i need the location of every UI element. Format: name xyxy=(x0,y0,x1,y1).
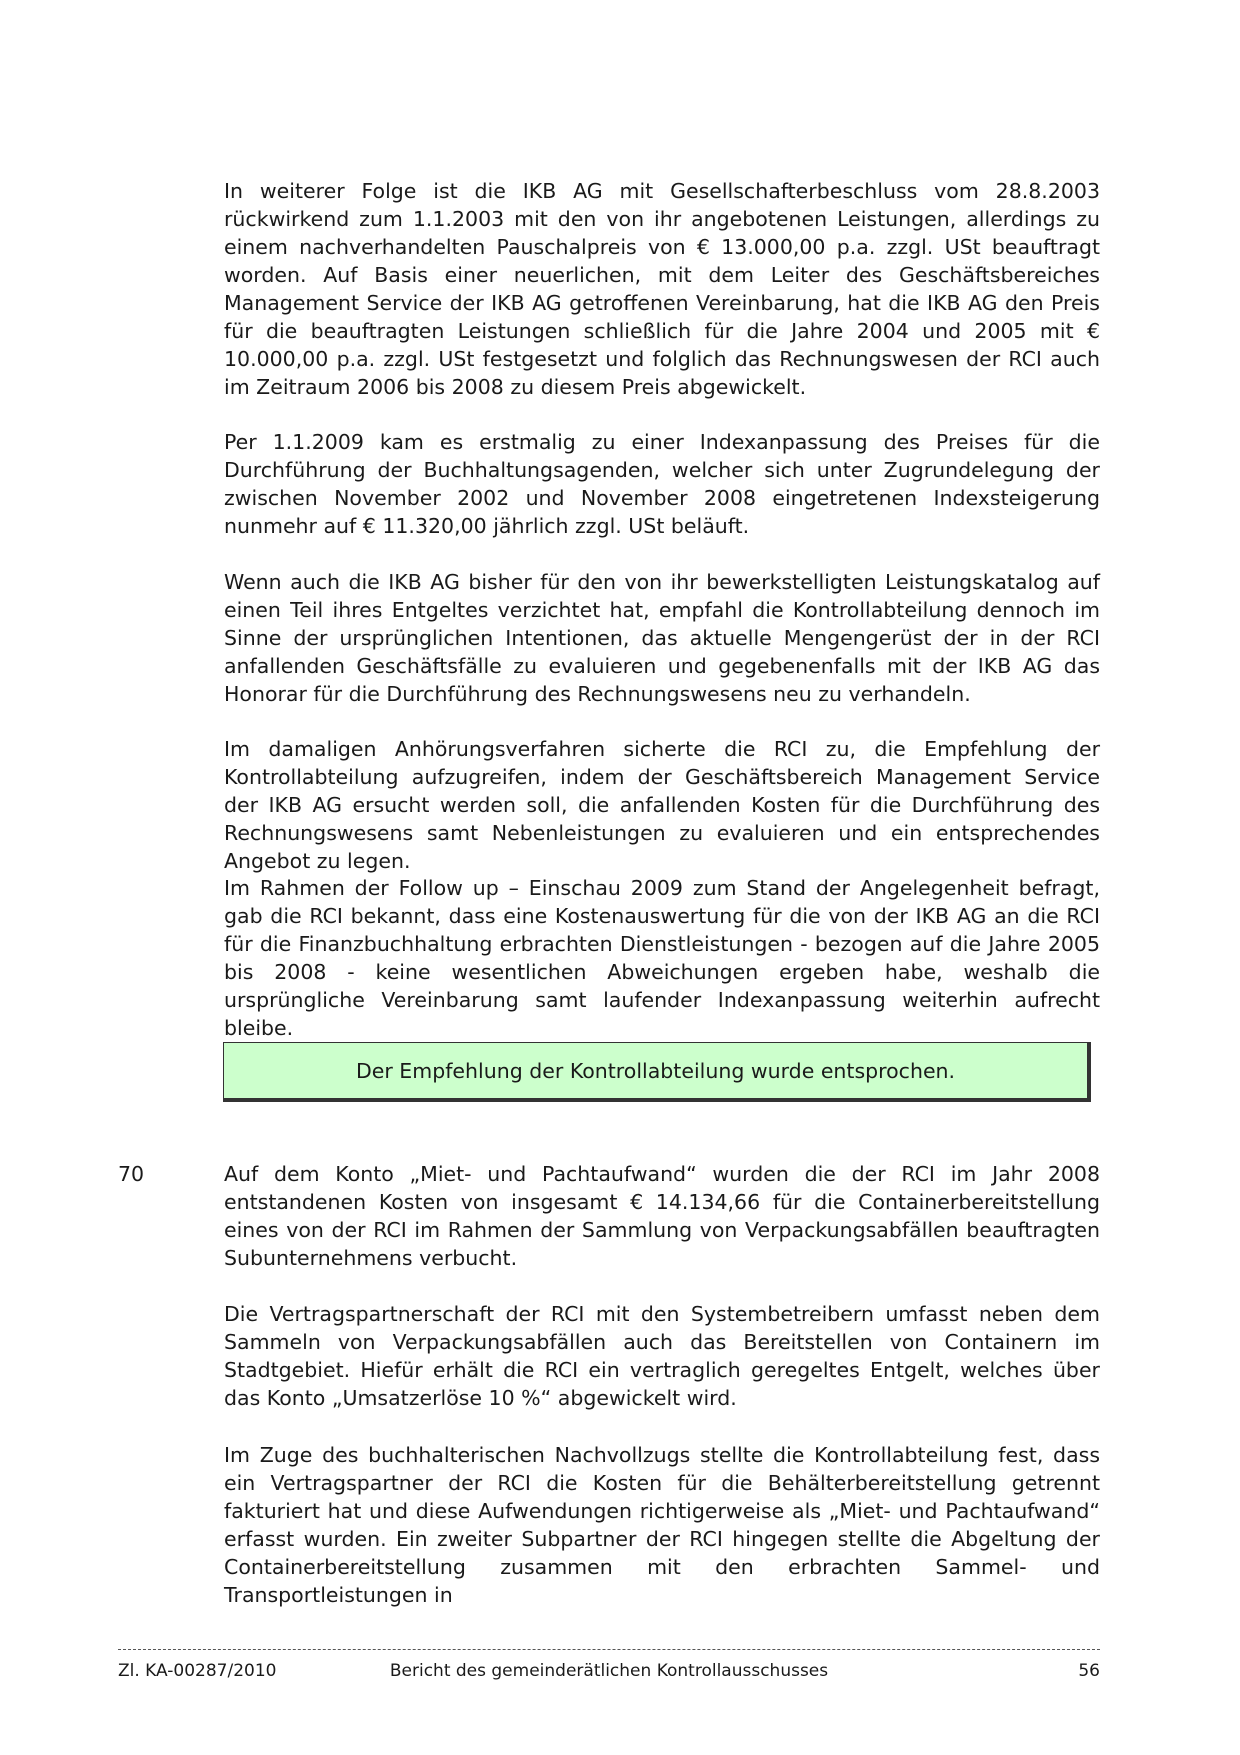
recommendation-status-box xyxy=(223,1042,1091,1102)
footer-report-title: Bericht des gemeinderätlichen Kontrollausschusses xyxy=(389,1661,829,1681)
section-number: 70 xyxy=(118,1162,145,1186)
paragraph-hearing-procedure: Im damaligen Anhörungsverfahren sicherte die RCI zu, die Empfehlung der Kontrollabteilung aufzugreifen, indem der Geschäftsbereich Management Service der IKB AG ersucht werden soll, die anfallenden Kosten für die Durchführung des Rechnungswesens samt Nebenleistungen zu evaluieren und ein entsprechendes Angebot zu legen. xyxy=(224,737,1100,873)
footer-reference-number: Zl. KA-00287/2010 xyxy=(118,1661,277,1681)
page-footer xyxy=(118,1660,1100,1682)
paragraph-index-adjustment: Per 1.1.2009 kam es erstmalig zu einer Indexanpassung des Preises für die Durchführung der Buchhaltungsagenden, welcher sich unter Zugrundelegung der zwischen November 2002 und November 2008 eingetretenen Indexsteigerung nunmehr auf € 11.320,00 jährlich zzgl. USt beläuft. xyxy=(224,430,1100,538)
paragraph-follow-up: Im Rahmen der Follow up – Einschau 2009 zum Stand der Angelegenheit befragt, gab die RCI bekannt, dass eine Kostenauswertung für die von der IKB AG an die RCI für die Finanzbuchhaltung erbrachten Dienstleistungen - bezogen auf die Jahre 2005 bis 2008 - keine wesentlichen Abweichungen ergeben habe, weshalb die ursprüngliche Vereinbarung samt laufender Indexanpassung weiterhin aufrecht bleibe. xyxy=(224,876,1100,1040)
paragraph-recommendation: Wenn auch die IKB AG bisher für den von ihr bewerkstelligten Leistungskatalog auf einen Teil ihres Entgeltes verzichtet hat, empfahl die Kontrollabteilung dennoch im Sinne der ursprünglichen Intentionen, das aktuelle Mengengerüst der in der RCI anfallenden Geschäftsfälle zu evaluieren und gegebenenfalls mit der IKB AG das Honorar für die Durchführung des Rechnungswesens neu zu verhandeln. xyxy=(224,570,1100,706)
recommendation-status-text: Der Empfehlung der Kontrollabteilung wurde entsprochen. xyxy=(355,1058,956,1083)
footer-page-number: 56 xyxy=(1078,1661,1100,1681)
paragraph-ikb-contract: In weiterer Folge ist die IKB AG mit Gesellschafterbeschluss vom 28.8.2003 rückwirkend zum 1.1.2003 mit den von ihr angebotenen Leistungen, allerdings zu einem nachverhandelten Pauschalpreis von € 13.000,00 p.a. zzgl. USt beauftragt worden. Auf Basis einer neuerlichen, mit dem Leiter des Geschäftsbereiches Management Service der IKB AG getroffenen Vereinbarung, hat die IKB AG den Preis für die beauftragten Leistungen schließlich für die Jahre 2004 und 2005 mit € 10.000,00 p.a. zzgl. USt festgesetzt und folglich das Rechnungswesen der RCI auch im Zeitraum 2006 bis 2008 zu diesem Preis abgewickelt. xyxy=(224,179,1100,399)
paragraph-rent-lease-account: Auf dem Konto „Miet- und Pachtaufwand“ wurden die der RCI im Jahr 2008 entstandenen Kosten von insgesamt € 14.134,66 für die Containerbereitstellung eines von der RCI im Rahmen der Sammlung von Verpackungsabfällen beauftragten Subunternehmens verbucht. xyxy=(224,1162,1100,1270)
paragraph-accounting-review: Im Zuge des buchhalterischen Nachvollzugs stellte die Kontrollabteilung fest, dass ein Vertragspartner der RCI die Kosten für die Behälterbereitstellung getrennt fakturiert hat und diese Aufwendungen richtigerweise als „Miet- und Pachtaufwand“ erfasst wurden. Ein zweiter Subpartner der RCI hingegen stellte die Abgeltung der Containerbereitstellung zusammen mit den erbrachten Sammel- und Transportleistungen in xyxy=(224,1443,1100,1607)
paragraph-contract-partnership: Die Vertragspartnerschaft der RCI mit den Systembetreibern umfasst neben dem Sammeln von Verpackungsabfällen auch das Bereitstellen von Containern im Stadtgebiet. Hiefür erhält die RCI ein vertraglich geregeltes Entgelt, welches über das Konto „Umsatzerlöse 10 %“ abgewickelt wird. xyxy=(224,1302,1100,1410)
footer-divider xyxy=(118,1649,1100,1650)
